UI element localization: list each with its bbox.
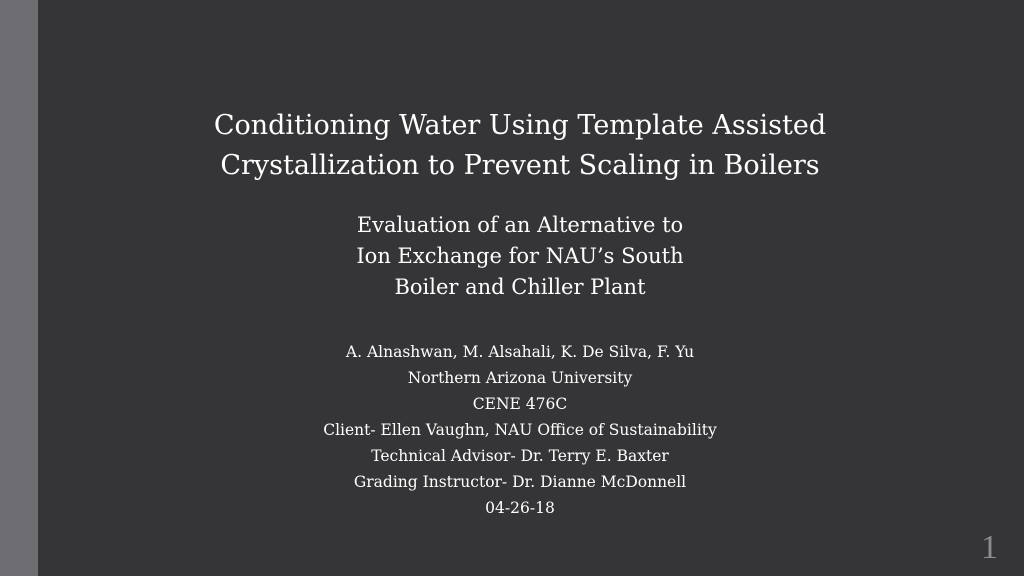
slide-subtitle	[260, 210, 780, 303]
date: 04-26-18	[485, 499, 555, 517]
left-accent-bar	[0, 0, 38, 576]
subtitle-line-3: Boiler and Chiller Plant	[394, 275, 646, 299]
university: Northern Arizona University	[407, 369, 633, 387]
title-line-2: Crystallization to Prevent Scaling in Boilers	[220, 150, 820, 181]
subtitle-line-1: Evaluation of an Alternative to	[356, 213, 684, 237]
presentation-details	[200, 339, 840, 521]
title-line-1: Conditioning Water Using Template Assisted	[213, 110, 827, 141]
course: CENE 476C	[472, 395, 568, 413]
technical-advisor: Technical Advisor- Dr. Terry E. Baxter	[371, 447, 669, 465]
client: Client- Ellen Vaughn, NAU Office of Sustainability	[323, 421, 717, 439]
page-number: 1	[981, 529, 998, 566]
authors: A. Alnashwan, M. Alsahali, K. De Silva, F. Yu	[345, 343, 695, 361]
slide-title	[100, 106, 940, 186]
subtitle-line-2: Ion Exchange for NAU’s South	[356, 244, 684, 268]
grading-instructor: Grading Instructor- Dr. Dianne McDonnell	[353, 473, 687, 491]
